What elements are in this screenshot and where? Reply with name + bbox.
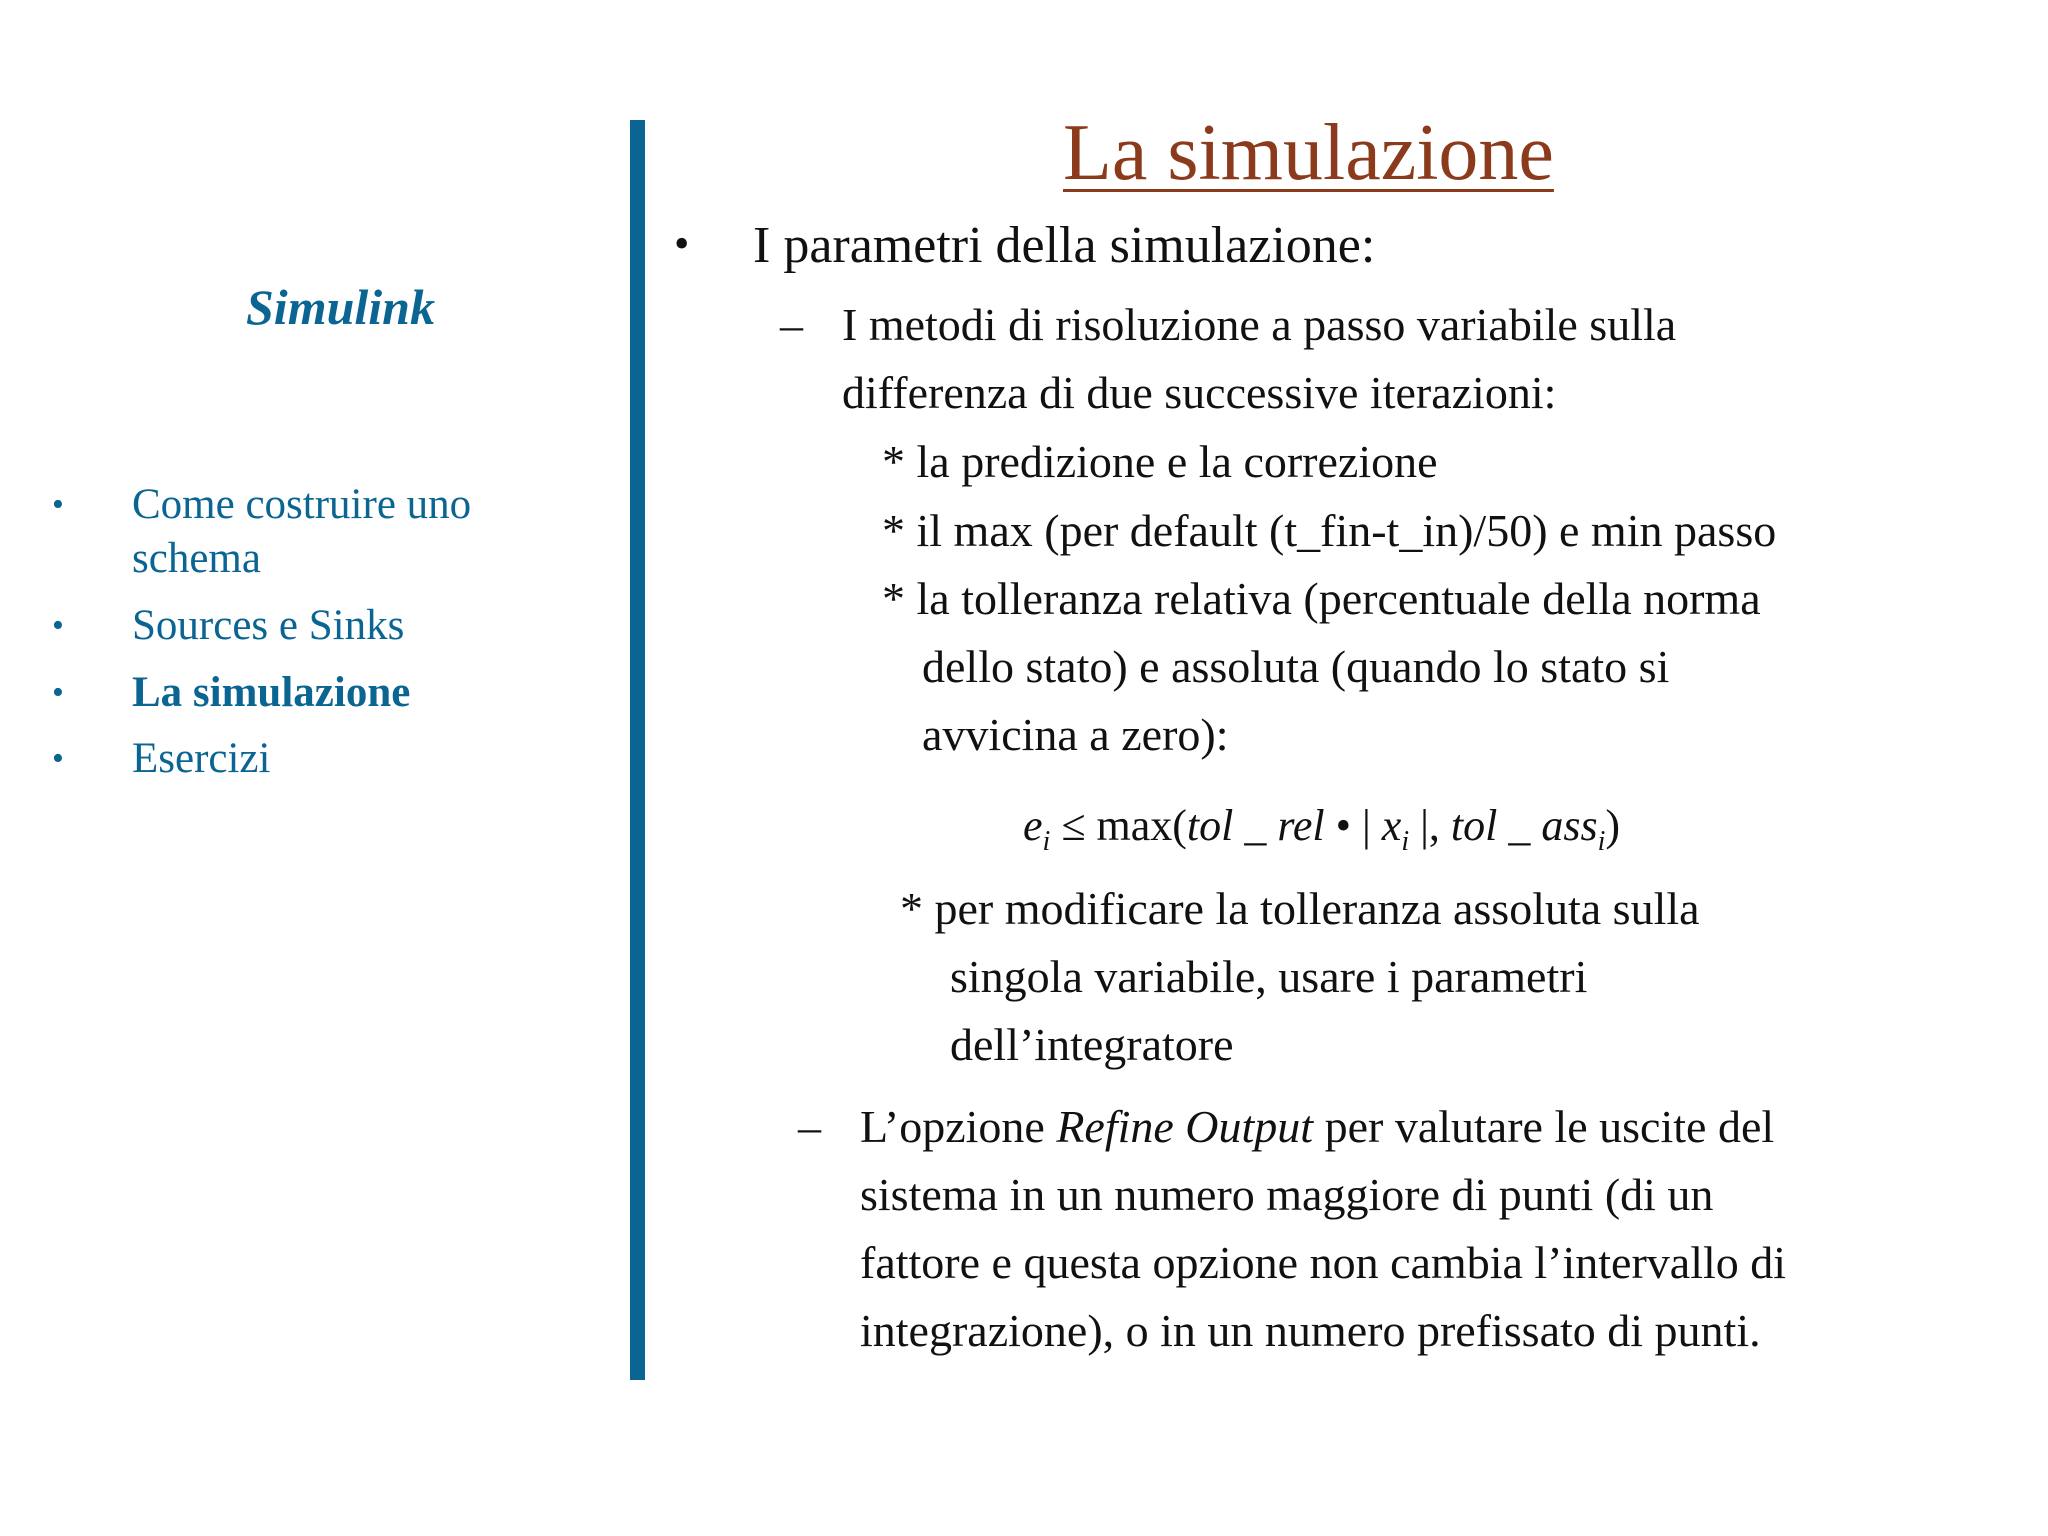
bullet-icon: • bbox=[52, 607, 64, 644]
bullet-icon: • bbox=[52, 740, 64, 777]
slide-title: La simulazione bbox=[1063, 109, 1554, 197]
sidebar-item-label: Sources e Sinks bbox=[132, 602, 405, 649]
star-item-tolleranza-line1: * la tolleranza relativa (percentuale della norma bbox=[882, 573, 1761, 624]
formula-tol-rel: tol _ rel bbox=[1186, 801, 1325, 850]
star-item-max-passo: * il max (per default (t_fin-t_in)/50) e min passo bbox=[882, 505, 1777, 556]
refine-pre: L’opzione bbox=[860, 1101, 1057, 1152]
sub-bullet-refine-line1 bbox=[860, 1100, 1774, 1153]
formula-close: ) bbox=[1605, 801, 1621, 850]
star-item-predizione: * la predizione e la correzione bbox=[882, 436, 1438, 487]
sidebar-item-label: La simulazione bbox=[132, 669, 411, 716]
formula-dot: • bbox=[1335, 801, 1351, 850]
sub-bullet-refine-line4: integrazione), o in un numero prefissato di punti. bbox=[860, 1305, 1761, 1356]
formula-tol-ass: tol _ ass bbox=[1450, 801, 1598, 850]
formula-max: max( bbox=[1096, 801, 1187, 850]
sidebar-item-label: Esercizi bbox=[132, 735, 271, 782]
dash-icon: – bbox=[798, 1101, 821, 1152]
formula-tolerance bbox=[1023, 800, 1620, 858]
formula-comma: , bbox=[1428, 801, 1440, 850]
bullet-parametri: I parametri della simulazione: bbox=[753, 217, 1376, 274]
vertical-divider bbox=[630, 120, 645, 1380]
star-item-modificare-line1: * per modificare la tolleranza assoluta sulla bbox=[900, 883, 1700, 934]
sub-bullet-refine-line3: fattore e questa opzione non cambia l’intervallo di bbox=[860, 1237, 1787, 1288]
formula-sub-i: i bbox=[1042, 826, 1051, 857]
sidebar-title: Simulink bbox=[246, 279, 435, 335]
formula-x: x bbox=[1381, 801, 1402, 850]
sidebar-item-label-cont: schema bbox=[132, 535, 261, 582]
dash-icon: – bbox=[780, 299, 803, 350]
star-item-tolleranza-line3: avvicina a zero): bbox=[922, 709, 1229, 760]
bullet-icon: • bbox=[52, 674, 64, 711]
bullet-icon: • bbox=[52, 486, 64, 523]
formula-e: e bbox=[1023, 801, 1043, 850]
sidebar-item-label: Come costruire uno bbox=[132, 481, 472, 528]
formula-sub-i: i bbox=[1597, 826, 1606, 857]
star-item-tolleranza-line2: dello stato) e assoluta (quando lo stato si bbox=[922, 641, 1670, 692]
star-item-modificare-line3: dell’integratore bbox=[950, 1019, 1234, 1070]
star-item-modificare-line2: singola variabile, usare i parametri bbox=[950, 951, 1588, 1002]
sub-bullet-refine-line2: sistema in un numero maggiore di punti (di un bbox=[860, 1169, 1714, 1220]
refine-output-term: Refine Output bbox=[1056, 1101, 1314, 1152]
formula-le: ≤ bbox=[1061, 801, 1086, 850]
refine-post: per valutare le uscite del bbox=[1313, 1101, 1775, 1152]
sub-bullet-metodi-line1: I metodi di risoluzione a passo variabile sulla bbox=[842, 299, 1677, 350]
formula-sub-i: i bbox=[1401, 826, 1410, 857]
sub-bullet-metodi-line2: differenza di due successive iterazioni: bbox=[842, 367, 1557, 418]
formula-bar-open: | bbox=[1361, 801, 1371, 850]
bullet-icon: • bbox=[674, 219, 690, 268]
formula-bar-close: | bbox=[1420, 801, 1429, 850]
